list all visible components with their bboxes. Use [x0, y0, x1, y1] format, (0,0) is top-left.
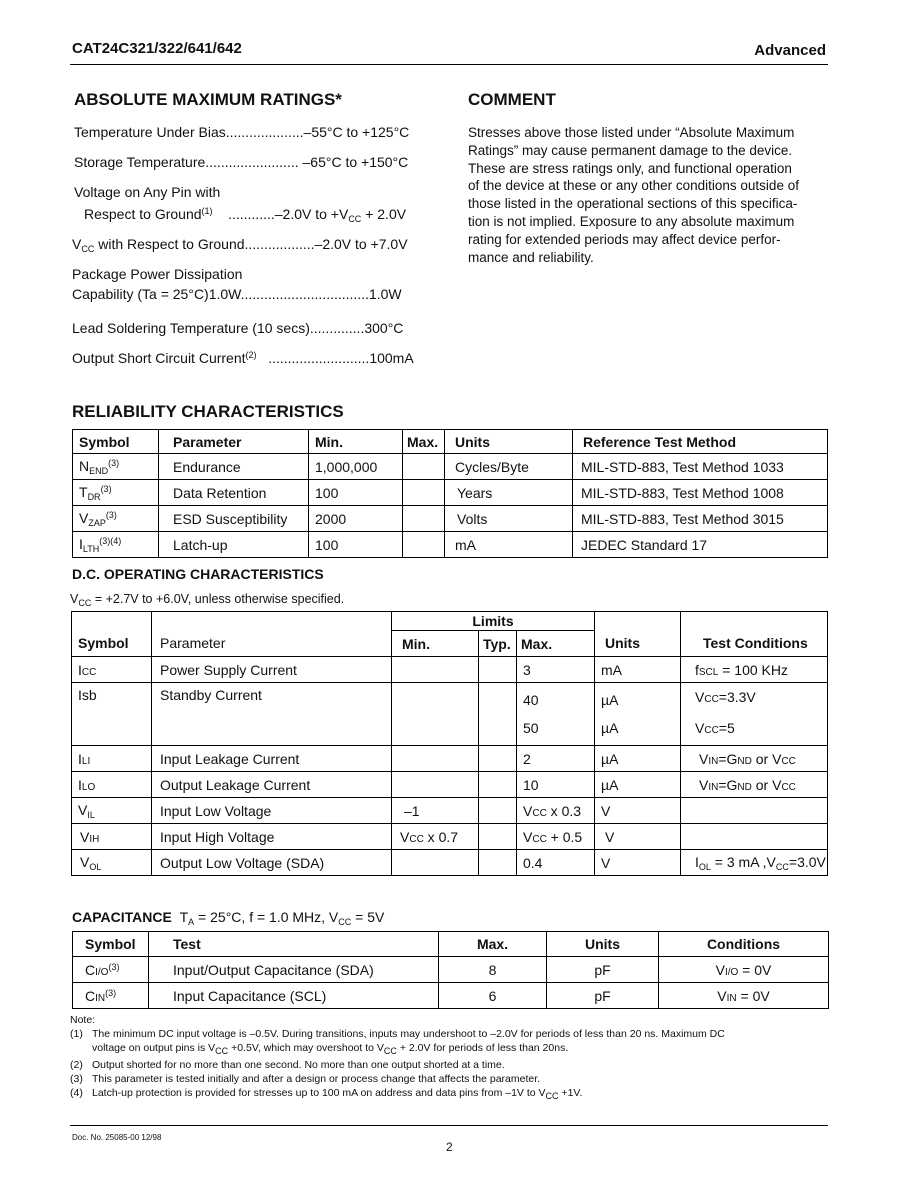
table-row: [72, 798, 828, 824]
table-header-row: [73, 932, 829, 957]
method-cell: MIL-STD-883, Test Method 1033: [573, 454, 828, 480]
symbol-cell: VIH: [72, 824, 152, 850]
symbol-cell: $CI/O^{(3)}$: [73, 957, 149, 983]
dc-title: D.C. OPERATING CHARACTERISTICS: [72, 566, 324, 582]
page-number: 2: [446, 1140, 453, 1154]
max-cell: VCC x 0.3: [517, 798, 595, 824]
symbol-cell: ICC: [72, 657, 152, 683]
param-cell: Data Retention: [159, 480, 309, 506]
max-cell: 2: [517, 746, 595, 772]
symbol-cell: $N_{END}^{(3)}$: [73, 454, 159, 480]
comment-line: These are stress ratings only, and functional operation: [468, 160, 792, 176]
col-header: Symbol: [72, 631, 152, 657]
limits-header: Limits: [392, 612, 595, 631]
max-cell: 0.4: [517, 850, 595, 876]
min-cell: VCC x 0.7: [392, 824, 479, 850]
pkg-line-2: Capability (Ta = 25°C)1.0W.................................1.0W: [72, 286, 402, 302]
col-header: Parameter: [152, 631, 392, 657]
table-row: [73, 454, 828, 480]
footer-rule: [70, 1125, 828, 1126]
method-cell: JEDEC Standard 17: [573, 532, 828, 558]
max-cell: 10: [517, 772, 595, 798]
param-cell: Input Low Voltage: [152, 798, 392, 824]
table-row: [73, 957, 829, 983]
note-item: (2) Output shorted for no more than one second. No more than one output shorted at a time.: [70, 1059, 505, 1071]
col-header: Parameter: [159, 430, 309, 454]
symbol-cell: $V_{IL}$: [72, 798, 152, 824]
table-row: [73, 480, 828, 506]
comment-line: those listed in the operational sections of this specifica-: [468, 196, 798, 212]
units-cell: µA: [595, 772, 681, 798]
table-row: [72, 746, 828, 772]
comment-line: tion is not implied. Exposure to any absolute maximum: [468, 213, 795, 229]
units-cell: pF: [547, 983, 659, 1009]
symbol-cell: $T_{DR}^{(3)}$: [73, 480, 159, 506]
units-cell: µA µA: [595, 683, 681, 746]
col-header: Symbol: [73, 932, 149, 957]
param-cell: Standby Current: [152, 683, 392, 746]
col-header: Units: [595, 631, 681, 657]
status-header: Advanced: [754, 42, 826, 59]
symbol-cell: Isb: [72, 683, 152, 746]
min-cell: –1: [392, 798, 479, 824]
param-cell: Input Leakage Current: [152, 746, 392, 772]
max-cell: 40 50: [517, 683, 595, 746]
header-rule: [70, 64, 828, 65]
part-number-header: CAT24C321/322/641/642: [72, 40, 242, 57]
symbol-cell: $V_{OL}$: [72, 850, 152, 876]
min-cell: 2000: [309, 506, 403, 532]
min-cell: 100: [309, 480, 403, 506]
reliability-table: [72, 429, 828, 558]
col-header: Symbol: [73, 430, 159, 454]
col-header: Min.: [309, 430, 403, 454]
col-header: Min.: [392, 631, 479, 657]
param-cell: ESD Susceptibility: [159, 506, 309, 532]
table-row: [72, 683, 828, 746]
max-cell: 6: [439, 983, 547, 1009]
capacitance-table: [72, 931, 829, 1009]
units-cell: Volts: [445, 506, 573, 532]
limits-header-row: [72, 612, 828, 631]
doc-number: Doc. No. 25085-00 12/98: [72, 1133, 162, 1142]
col-header: Test: [149, 932, 439, 957]
units-cell: mA: [445, 532, 573, 558]
abs-max-title: ABSOLUTE MAXIMUM RATINGS*: [74, 90, 342, 109]
units-cell: Years: [445, 480, 573, 506]
col-header: Typ.: [479, 631, 517, 657]
table-row: [73, 506, 828, 532]
note-label: Note:: [70, 1014, 96, 1026]
comment-line: Ratings” may cause permanent damage to the device.: [468, 142, 793, 158]
units-cell: µA: [595, 746, 681, 772]
symbol-cell: $I_{LTH}^{(3)(4)}$: [73, 532, 159, 558]
note-item: (3) This parameter is tested initially and after a design or process change that affects the parameter.: [70, 1073, 541, 1085]
table-row: [73, 532, 828, 558]
temp-bias-line: Temperature Under Bias....................–55°C to +125°C: [74, 124, 410, 140]
table-row: [72, 657, 828, 683]
test-cell: Input/Output Capacitance (SDA): [149, 957, 439, 983]
param-cell: Latch-up: [159, 532, 309, 558]
cond-cell: VIN=GND or VCC: [681, 772, 828, 798]
note-item: (1) The minimum DC input voltage is –0.5V. During transitions, inputs may undershoot to –2.0V for periods of less than 20 ns. Maximum DC voltage on output pins is $V_{CC} +0.5V$, which may overshoot to $V_{CC} + 2.0V$ for periods of less than 20ns.: [70, 1028, 725, 1056]
voltage-line-1: Voltage on Any Pin with: [74, 184, 221, 200]
cond-cell: VI/O = 0V: [659, 957, 829, 983]
symbol-cell: ILI: [72, 746, 152, 772]
max-cell: 8: [439, 957, 547, 983]
col-header: Max.: [439, 932, 547, 957]
param-cell: Power Supply Current: [152, 657, 392, 683]
pkg-line-1: Package Power Dissipation: [72, 266, 243, 282]
min-cell: 100: [309, 532, 403, 558]
max-cell: [403, 532, 445, 558]
cond-cell: $I_{OL} = 3$ mA $,V_{CC}=3.0V$: [681, 850, 828, 876]
table-row: [72, 824, 828, 850]
param-cell: Output Leakage Current: [152, 772, 392, 798]
capacitance-heading: CAPACITANCE $T_A = 25^\circ C$, f = 1.0 MHz, $V_{CC} = 5V$: [72, 909, 385, 927]
vcc-ground-line: $V_{CC}$ with Respect to Ground..................–2.0V to +7.0V: [72, 236, 408, 254]
storage-temp-line: Storage Temperature........................ –65°C to +150°C: [74, 154, 409, 170]
reliability-title: RELIABILITY CHARACTERISTICS: [72, 402, 344, 421]
comment-line: of the device at these or any other conditions outside of: [468, 178, 799, 194]
symbol-cell: CIN$^{(3)}$: [73, 983, 149, 1009]
min-cell: 1,000,000: [309, 454, 403, 480]
units-cell: mA: [595, 657, 681, 683]
units-cell: pF: [547, 957, 659, 983]
dc-table: [71, 611, 828, 876]
param-cell: Endurance: [159, 454, 309, 480]
units-cell: V: [595, 824, 681, 850]
cond-cell: VIN = 0V: [659, 983, 829, 1009]
cond-cell: VIN=GND or VCC: [681, 746, 828, 772]
table-row: [72, 772, 828, 798]
symbol-cell: $V_{ZAP}^{(3)}$: [73, 506, 159, 532]
note-item: (4) Latch-up protection is provided for stresses up to 100 mA on address and data pins from –1V to $V_{CC} +1V$.: [70, 1087, 583, 1101]
param-cell: Output Low Voltage (SDA): [152, 850, 392, 876]
units-cell: V: [595, 850, 681, 876]
units-cell: V: [595, 798, 681, 824]
max-cell: [403, 454, 445, 480]
comment-line: Stresses above those listed under “Absolute Maximum: [468, 125, 795, 140]
col-header: Max.: [403, 430, 445, 454]
col-header: Max.: [517, 631, 595, 657]
table-header-row: [73, 430, 828, 454]
cond-cell: VCC=3.3V VCC=5: [681, 683, 828, 746]
cond-cell: fSCL = 100 KHz: [681, 657, 828, 683]
table-row: [72, 850, 828, 876]
test-cell: Input Capacitance (SCL): [149, 983, 439, 1009]
col-header: Test Conditions: [681, 631, 828, 657]
max-cell: 3: [517, 657, 595, 683]
col-header: Units: [445, 430, 573, 454]
method-cell: MIL-STD-883, Test Method 1008: [573, 480, 828, 506]
table-row: [73, 983, 829, 1009]
table-header-row: [72, 631, 828, 657]
col-header: Reference Test Method: [573, 430, 828, 454]
dc-condition: $V_{CC} = +2.7V$ to +6.0V, unless otherwise specified.: [70, 592, 345, 608]
comment-title: COMMENT: [468, 90, 556, 109]
notes-block: [70, 1013, 850, 1103]
param-cell: Input High Voltage: [152, 824, 392, 850]
lead-soldering-line: Lead Soldering Temperature (10 secs)..............300°C: [72, 320, 404, 336]
voltage-line-2: Respect to Ground$^{(1)}$ ............–2.0V to $+V_{CC} + 2.0V$: [84, 206, 407, 224]
method-cell: MIL-STD-883, Test Method 3015: [573, 506, 828, 532]
comment-paragraph: [468, 124, 830, 266]
max-cell: [403, 480, 445, 506]
comment-line: mance and reliability.: [468, 249, 594, 265]
symbol-cell: ILO: [72, 772, 152, 798]
max-cell: VCC + 0.5: [517, 824, 595, 850]
units-cell: Cycles/Byte: [445, 454, 573, 480]
short-circuit-line: Output Short Circuit Current$^{(2)}$ ..........................100mA: [72, 350, 414, 366]
col-header: Conditions: [659, 932, 829, 957]
col-header: Units: [547, 932, 659, 957]
comment-line: rating for extended periods may affect device perfor-: [468, 231, 781, 247]
max-cell: [403, 506, 445, 532]
